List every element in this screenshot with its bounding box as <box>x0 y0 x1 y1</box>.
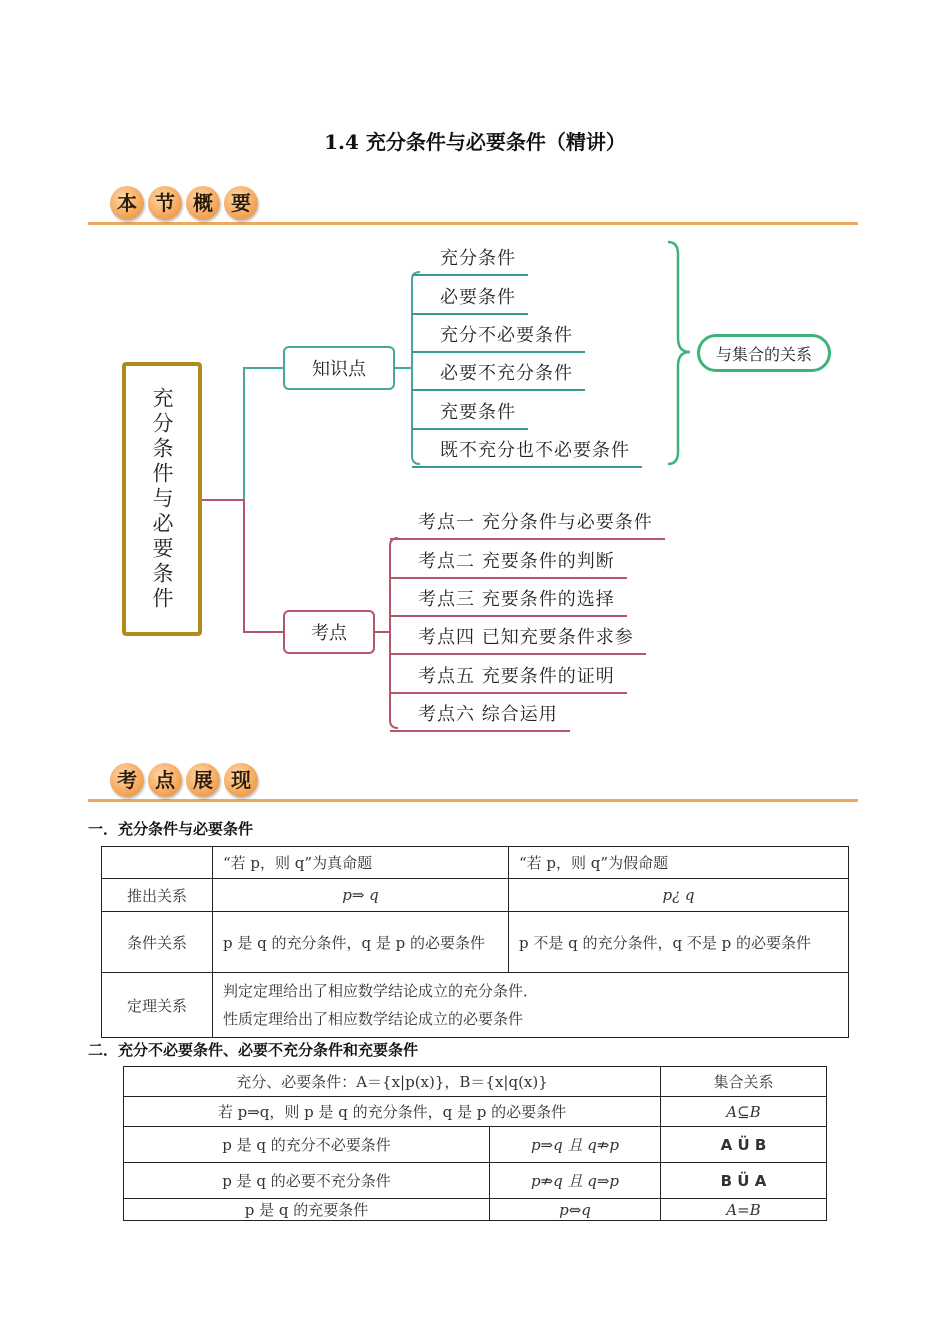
table-row <box>124 1199 827 1221</box>
exam-item: 考点四 已知充要条件求参 <box>390 623 646 655</box>
table-row <box>124 1097 827 1127</box>
banner-char: 展 <box>186 763 220 797</box>
mind-map <box>0 230 950 750</box>
set-relation-node: 与集合的关系 <box>697 334 831 372</box>
table-cell: B Ü A <box>661 1163 827 1199</box>
table-cell: p⇏q 且 q⇒p <box>490 1163 661 1199</box>
table-row <box>124 1067 827 1097</box>
table-cell: A Ü B <box>661 1127 827 1163</box>
banner-rule <box>88 799 858 802</box>
table-header: “若 p，则 q”为真命题 <box>213 847 509 879</box>
table-cell: p⇒ q <box>213 879 509 912</box>
knowledge-item: 既不充分也不必要条件 <box>412 436 642 468</box>
table-cell: A⊆B <box>661 1097 827 1127</box>
table-row <box>102 973 849 1038</box>
table-cell: p 不是 q 的充分条件，q 不是 p 的必要条件 <box>509 912 849 973</box>
table-row <box>102 912 849 973</box>
exam-item: 考点五 充要条件的证明 <box>390 662 627 694</box>
table-cell: p⇔q <box>490 1199 661 1221</box>
set-relation-table <box>123 1066 827 1221</box>
exam-item: 考点二 充要条件的判断 <box>390 547 627 579</box>
theorem-line: 性质定理给出了相应数学结论成立的必要条件 <box>223 1010 524 1028</box>
exam-item: 考点六 综合运用 <box>390 700 570 732</box>
table-cell: 若 p⇒q，则 p 是 q 的充分条件，q 是 p 的必要条件 <box>124 1097 661 1127</box>
section-heading: 二．充分不必要条件、必要不充分条件和充要条件 <box>88 1041 419 1059</box>
banner-char: 现 <box>224 763 258 797</box>
exam-item: 考点三 充要条件的选择 <box>390 585 627 617</box>
condition-table <box>101 846 849 1038</box>
table-cell: p¿ q <box>509 879 849 912</box>
row-label: 推出关系 <box>102 879 213 912</box>
knowledge-node: 知识点 <box>283 346 395 390</box>
table-row <box>124 1127 827 1163</box>
row-label: 定理关系 <box>102 973 213 1038</box>
knowledge-item: 充分不必要条件 <box>412 321 585 353</box>
mind-map-root: 充分条件与必要条件 <box>122 362 202 636</box>
knowledge-item: 充要条件 <box>412 398 528 430</box>
banner-char: 考 <box>110 763 144 797</box>
exam-node: 考点 <box>283 610 375 654</box>
table-row <box>102 879 849 912</box>
table-cell <box>102 847 213 879</box>
table-cell <box>213 973 849 1038</box>
banner-char: 概 <box>186 186 220 220</box>
table-cell: p 是 q 的必要不充分条件 <box>124 1163 490 1199</box>
banner-char: 点 <box>148 763 182 797</box>
section-heading: 一．充分条件与必要条件 <box>88 820 254 838</box>
table-cell: p⇒q 且 q⇏p <box>490 1127 661 1163</box>
table-cell: p 是 q 的充分不必要条件 <box>124 1127 490 1163</box>
knowledge-item: 必要不充分条件 <box>412 359 585 391</box>
exam-item: 考点一 充分条件与必要条件 <box>390 508 665 540</box>
table-cell: A=B <box>661 1199 827 1221</box>
theorem-line: 判定定理给出了相应数学结论成立的充分条件． <box>223 982 539 1000</box>
table-cell: p 是 q 的充要条件 <box>124 1199 490 1221</box>
table-row <box>102 847 849 879</box>
knowledge-item: 必要条件 <box>412 283 528 315</box>
banner-char: 本 <box>110 186 144 220</box>
table-cell: p 是 q 的充分条件，q 是 p 的必要条件 <box>213 912 509 973</box>
table-header: “若 p，则 q”为假命题 <box>509 847 849 879</box>
banner-rule <box>88 222 858 225</box>
row-label: 条件关系 <box>102 912 213 973</box>
knowledge-item: 充分条件 <box>412 244 528 276</box>
table-header: 集合关系 <box>661 1067 827 1097</box>
banner-char: 要 <box>224 186 258 220</box>
table-row <box>124 1163 827 1199</box>
table-header: 充分、必要条件：A＝{x|p(x)}，B＝{x|q(x)} <box>124 1067 661 1097</box>
banner-char: 节 <box>148 186 182 220</box>
page-title: 1.4 充分条件与必要条件（精讲） <box>324 130 626 154</box>
